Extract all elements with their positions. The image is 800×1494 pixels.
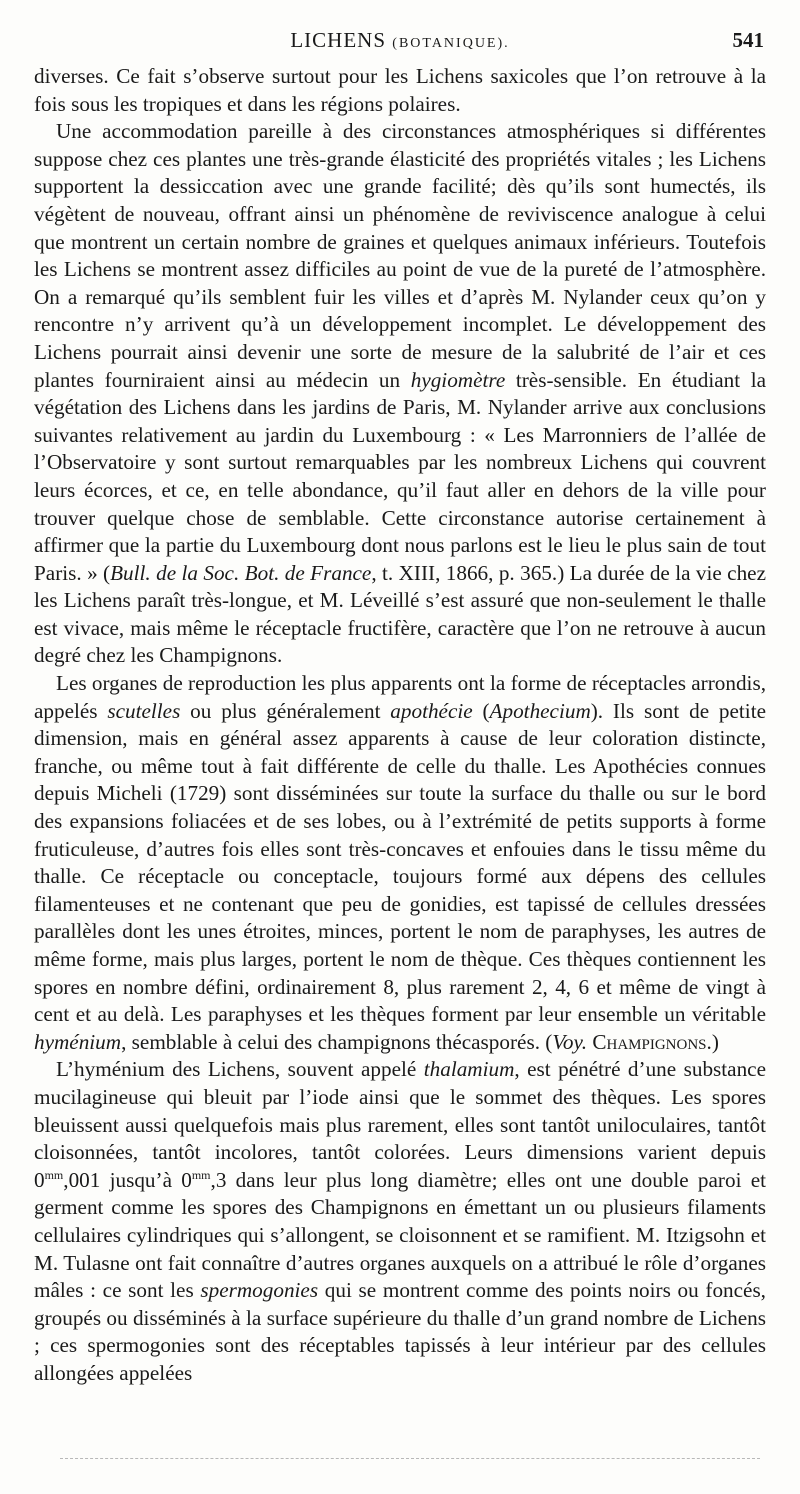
text-run: très-sensible. En étudiant la végétation des Lichens dans les jardins de Paris, M. Nylander arrive aux conclusions suivantes relativement au jardin du Luxembourg : « Les Marronniers de l’allée de l’Observatoire y sont surtout remarquables par les nombreux Lichens qui couvrent leurs écorces, et ce, en telle abondance, qu’il faut aller en dehors de la ville pour trouver quelque chose de semblable. Cette circonstance autorise certainement à affirmer que la partie du Luxembourg dont nous parlons est le lieu le plus sain de tout Paris. » ( <box>34 367 767 585</box>
body-text <box>34 63 766 1388</box>
text-run: L’hyménium des Lichens, souvent appelé <box>56 1057 424 1082</box>
text-run: apothécie <box>390 698 473 723</box>
paragraph-1 <box>34 63 766 118</box>
paragraph-4 <box>34 1056 766 1387</box>
running-title-sub: (BOTANIQUE). <box>392 36 510 51</box>
text-run: Champignons <box>592 1029 707 1054</box>
text-run: Les organes de reproduction les plus apparents ont la forme de réceptacles arrondis, appelés <box>34 671 766 723</box>
text-run: mm <box>191 1167 211 1182</box>
paragraph-2 <box>34 118 766 670</box>
text-run: Apothecium <box>489 698 591 723</box>
text-run: , est pénétré d’une substance mucilagineuse qui bleuit par l’iode ainsi que le sommet des thèques. Les spores bleuissent aussi quelquefois mais plus rarement, elles sont tantôt uniloculaires, tantôt cloisonnées, tantôt incolores, tantôt colorées. Leurs dimensions varient depuis 0 <box>34 1057 766 1192</box>
text-run: Une accommodation pareille à des circonstances atmosphériques si différentes suppose chez ces plantes une très-grande élasticité des propriétés vitales ; les Lichens supportent la dessiccation avec une grande facilité; dès qu’ils sont humectés, ils végètent de nouveau, offrant ainsi un phénomène de reviviscence analogue à celui que montrent un certain nombre de graines et quelques animaux inférieurs. Toutefois les Lichens se montrent assez difficiles au point de vue de la pureté de l’atmosphère. On a remarqué qu’ils semblent fuir les villes et d’après M. Nylander ceux qu’on y rencontre n’y arrivent qu’à un développement incomplet. Le développement des Lichens pourrait ainsi devenir une sorte de mesure de la salubrité de l’air et ces plantes fourniraient ainsi au médecin un <box>34 119 766 392</box>
text-run: qui se montrent comme des points noirs ou foncés, groupés ou disséminés à la surface supérieure du thalle d’un grand nombre de Lichens ; ces spermogonies sont des réceptables tapissés à leur intérieur par des cellules allongées appelées <box>34 1278 766 1385</box>
text-run: .) <box>706 1029 719 1054</box>
running-title <box>34 28 766 53</box>
text-run: , t. XIII, 1866, p. 365.) La durée de la vie chez les Lichens paraît très-longue, et M. Léveillé s’est assuré que non-seulement le thalle est vivace, mais même le réceptacle fructifère, caractère que l’on ne retrouve à aucun degré chez les Champignons. <box>34 560 766 668</box>
text-run: Bull. de la Soc. Bot. de France <box>110 560 372 585</box>
text-run: Voy. <box>552 1029 588 1054</box>
text-run: ,3 dans leur plus long diamètre; elles ont une double paroi et germent comme les spores des Champignons en émettant un ou plusieurs filaments cellulaires cylindriques qui s’allongent, se cloisonnent et se ramifient. M. Itzigsohn et M. Tulasne ont fait connaître d’autres organes auxquels on a attribué le rôle d’organes mâles : ce sont les <box>34 1167 767 1303</box>
text-run: ,001 jusqu’à 0 <box>63 1167 192 1192</box>
page-number: 541 <box>732 28 764 52</box>
text-run: ou plus généralement <box>180 698 391 723</box>
running-title-main: LICHENS <box>290 28 387 52</box>
text-run: ). Ils sont de petite dimension, mais en général assez apparents à cause de leur coloration distincte, franche, ou même tout à fait différente de celle du thalle. Les Apothécies connues depuis Micheli (1729) sont disséminées sur toute la surface du thalle ou sur le bord des expansions foliacées et de ses lobes, ou à l’extrémité de petits supports à forme fruticuleuse, d’autres fois elles sont très-concaves et enfouies dans le tissu même du thalle. Ce réceptacle ou conceptacle, toujours formé aux dépens des cellules filamenteuses et ne contenant que peu de gonidies, est tapissé de cellules dressées parallèles dont les unes étroites, minces, portent le nom de paraphyses, les autres de même forme, mais plus larges, portent le nom de thèque. Ces thèques contiennent les spores en nombre défini, ordinairement 8, plus rarement 2, 4, 6 et même de vingt à cent et au delà. Les paraphyses et les thèques forment par leur ensemble un véritable <box>34 698 766 1027</box>
text-run: ( <box>472 698 490 723</box>
text-run: spermogonies <box>200 1278 319 1303</box>
paragraph-3 <box>34 670 766 1056</box>
footer-rule <box>60 1458 760 1459</box>
text-run: scutelles <box>107 698 181 723</box>
text-run: hyménium <box>34 1029 122 1054</box>
page-header <box>34 28 766 62</box>
text-run: thalamium <box>423 1057 515 1082</box>
text-run: mm <box>44 1167 64 1182</box>
text-run: hygiomètre <box>410 367 506 392</box>
text-run: , semblable à celui des champignons thécasporés. ( <box>121 1029 553 1054</box>
text-run: diverses. Ce fait s’observe surtout pour les Lichens saxicoles que l’on retrouve à la fois sous les tropiques et dans les régions polaires. <box>34 64 766 116</box>
